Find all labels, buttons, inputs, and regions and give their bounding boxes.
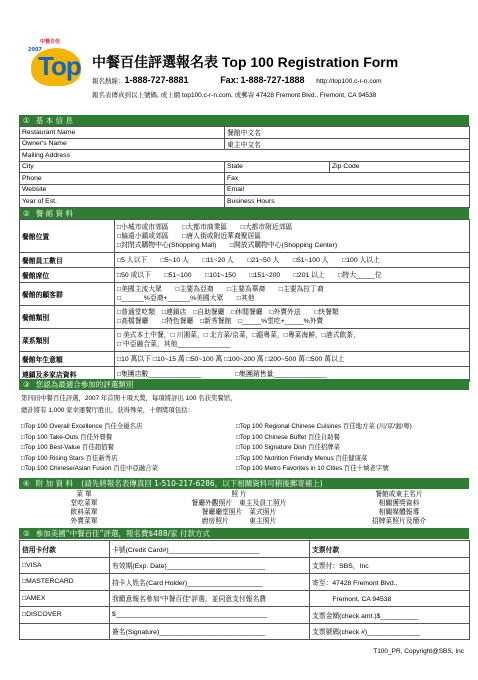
payment-row bbox=[20, 541, 470, 558]
check-detail[interactable]: 支票號碼(check #)______________ bbox=[310, 623, 470, 640]
mail-instructions: 報名表傳真到以上號碼, 或上網 top100.c-r-n.com, 或郵寄 47428 Fremont Blvd., Fremont, CA 94538 bbox=[92, 92, 377, 99]
field-label-right-4[interactable]: Fax bbox=[225, 173, 470, 185]
category-intro-2: 總計將有 1,000 家幸運餐厅胜出，获得殊荣，十個獎項包括： bbox=[21, 407, 194, 414]
restaurant-info-row bbox=[20, 306, 470, 329]
restaurant-info-row bbox=[20, 220, 470, 253]
restaurant-field-label: 餐館的顧客群 bbox=[20, 283, 115, 306]
basic-info-row bbox=[20, 127, 470, 139]
card-type-option[interactable]: □MASTERCARD bbox=[20, 574, 110, 591]
basic-info-row bbox=[20, 150, 470, 162]
check-detail: 寄至：47428 Fremont Blvd., bbox=[310, 574, 470, 591]
field-label-1[interactable]: Owner's Name bbox=[20, 138, 225, 150]
restaurant-field-options[interactable]: □美國主流大眾 □主要為亞裔 □主要為華裔 □主要為拉丁裔 □______%亞裔+______%美國大眾 □其他 bbox=[115, 283, 470, 306]
basic-info-table bbox=[19, 126, 470, 208]
restaurant-field-label: 連鎖及多家店資料 bbox=[20, 367, 115, 382]
payment-row bbox=[20, 607, 470, 624]
material-item: 外賣菜單 bbox=[70, 518, 98, 525]
payment-row bbox=[20, 623, 470, 640]
field-label-0[interactable]: Restaurant Name bbox=[20, 127, 225, 139]
section-3-number: ③ bbox=[23, 380, 30, 389]
category-option-left[interactable]: □Top 100 Best-Value 百佳超值餐 bbox=[21, 444, 114, 451]
field-label-right-0[interactable]: 餐館中文名 bbox=[225, 127, 470, 139]
category-intro-1: 第四屆中餐百佳評選，2007 年首開十項大獎，每項將評出 100 名获奖餐馆， bbox=[21, 395, 237, 402]
restaurant-info-row bbox=[20, 253, 470, 268]
basic-info-row bbox=[20, 173, 470, 185]
material-item: 招牌菜照片及簡介 bbox=[371, 518, 427, 525]
field-extra-3[interactable]: Zip Code bbox=[330, 161, 470, 173]
form-title: 中餐百佳評選報名表 Top 100 Registration Form bbox=[92, 54, 399, 70]
material-item: 飲料菜單 bbox=[70, 509, 98, 516]
restaurant-field-label: 餐館員工數目 bbox=[20, 253, 115, 268]
material-item: 餐館或東主名片 bbox=[375, 491, 423, 498]
category-option-right[interactable]: □Top 100 Metro Favorites in 10 Cities 百佳十城老字號 bbox=[236, 465, 389, 472]
category-option-left[interactable]: □Top 100 Take-Outs 百佳外賣餐 bbox=[21, 433, 113, 441]
card-detail-field[interactable]: 有效期(Exp. Date)__________________________ bbox=[110, 557, 310, 574]
restaurant-info-row bbox=[20, 283, 470, 306]
card-type-option[interactable]: □DISCOVER bbox=[20, 607, 110, 624]
section-5-title: 參加美國“中餐百佳”評選，報名費$488/家 付款方式 bbox=[35, 529, 211, 538]
restaurant-info-row bbox=[20, 329, 470, 352]
section-5-header bbox=[19, 528, 469, 539]
field-extra-2[interactable] bbox=[330, 150, 470, 162]
copyright-footer: T100_PR, Copyright@SBS, Inc bbox=[373, 648, 464, 655]
section-4-number: ④ bbox=[23, 479, 30, 488]
category-option-left[interactable]: □Top 100 Overall Excellence 百佳全優名店 bbox=[21, 423, 143, 430]
field-label-2[interactable]: Mailing Address bbox=[20, 150, 225, 162]
category-option-left[interactable]: □Top 100 Chinese/Asian Fusion 百佳中亞融合菜 bbox=[21, 465, 159, 472]
material-item: 廚房照片 東主照片 bbox=[201, 518, 277, 525]
logo-chinese-text: 中餐百佳 bbox=[40, 39, 61, 45]
phone-label: 報名熱線： bbox=[92, 78, 125, 85]
additional-materials-table bbox=[19, 490, 469, 526]
section-2-number: ② bbox=[23, 209, 30, 218]
category-option-right[interactable]: □Top 100 Regional Chinese Cuisines 百佳地方菜 (川/京/滬/粵) bbox=[236, 423, 412, 430]
field-label-right-6[interactable]: Business Hours bbox=[225, 196, 470, 208]
category-option-right[interactable]: □Top 100 Chinese Buffet 百佳自助餐 bbox=[236, 433, 340, 441]
restaurant-info-table bbox=[19, 219, 470, 382]
basic-info-row bbox=[20, 138, 470, 150]
restaurant-field-label: 餐館席位 bbox=[20, 268, 115, 283]
material-item: 相關媒體報導 bbox=[378, 509, 420, 516]
restaurant-field-options[interactable]: □集團店數______________ □集團銷售量______________ bbox=[115, 367, 470, 382]
field-label-right-2[interactable] bbox=[225, 150, 330, 162]
category-option-right[interactable]: □Top 100 Nutrition Friendly Menus 百佳健康菜 bbox=[236, 454, 368, 462]
restaurant-field-options[interactable]: □普通堂吃類 □連鎖店 □自助餐廳 □休閒餐廳 □外賣外送 □快餐類 □高檔餐廳 □特色餐廳 □新秀餐館 □_____%堂吃+_____%外賣 bbox=[115, 306, 470, 329]
restaurant-field-options[interactable]: □小城市或市郊區 □大都市商業區 □大都市附近郊區 □偏遠小鎮或郊區 □唐人街或附近華裔聚居區 □封閉式購物中心(Shopping Mall) □開放式購物中心(Shopping Center) bbox=[115, 220, 470, 253]
materials-row bbox=[19, 517, 469, 526]
section-4-header bbox=[19, 478, 469, 489]
section-2-header bbox=[19, 208, 469, 219]
field-label-right-3[interactable]: State bbox=[225, 161, 330, 173]
materials-row bbox=[19, 499, 469, 508]
restaurant-field-options[interactable]: □ 美式本土中餐，□ 川湘菜，□ 北方菜/京菜，□滬粵菜，□粵菜海鮮，□港式飲茶， □ 中亞融合菜，其他______________ bbox=[115, 329, 470, 352]
material-item: 相關獲獎資料 bbox=[378, 500, 420, 507]
section-5-number: ⑤ bbox=[23, 529, 30, 538]
field-label-right-5[interactable]: Email bbox=[225, 184, 470, 196]
fax-number: 1-888-727-1888 bbox=[240, 75, 305, 85]
credit-card-header: 信用卡付款 bbox=[20, 541, 110, 558]
section-4-title: 附 加 資 料 bbox=[35, 479, 73, 488]
card-detail-field[interactable]: 卡號(Credit Card#)________________________ bbox=[110, 541, 310, 558]
material-item: 堂吃菜單 bbox=[70, 500, 98, 507]
payment-row bbox=[20, 557, 470, 574]
restaurant-field-label: 餐館類別 bbox=[20, 306, 115, 329]
restaurant-field-options[interactable]: □50 或以下 □51~100 □101~150 □151~200 □201 以上 □特大_____位 bbox=[115, 268, 470, 283]
basic-info-row bbox=[20, 196, 470, 208]
restaurant-field-label: 菜系類別 bbox=[20, 329, 115, 352]
basic-info-row bbox=[20, 184, 470, 196]
check-detail: Fremont, CA 94538 bbox=[310, 590, 470, 607]
payment-row bbox=[20, 590, 470, 607]
category-option-left[interactable]: □Top 100 Rising Stars 百佳新秀店 bbox=[21, 454, 118, 462]
section-1-header bbox=[19, 115, 469, 126]
payment-row bbox=[20, 574, 470, 591]
material-item: 餐廳廳堂照片 菜式照片 bbox=[201, 509, 277, 516]
section-3-header bbox=[19, 379, 469, 390]
card-type-option[interactable] bbox=[20, 623, 110, 640]
field-label-right-1[interactable]: 東主中文名 bbox=[225, 138, 470, 150]
material-item: 菜 單 bbox=[76, 491, 92, 498]
section-4-note: (請先將報名表傳真回 1-510-217-6286，以下相關資料可稍後郵寄補上) bbox=[81, 479, 323, 488]
section-2-title: 餐 館 資 料 bbox=[35, 209, 73, 218]
logo-word: Top bbox=[38, 51, 81, 81]
field-label-3[interactable]: City bbox=[20, 161, 225, 173]
section-3-title: 您認為最適合參加的評選類別 bbox=[35, 380, 134, 389]
materials-row bbox=[19, 490, 469, 499]
card-type-option[interactable]: □VISA bbox=[20, 557, 110, 574]
restaurant-field-options[interactable]: □10 萬以下 □10~15 萬 □50~100 萬 □100~200 萬 □200~500 萬 □500 萬以上 bbox=[115, 352, 470, 367]
category-option-right[interactable]: □Top 100 Signature Dish 百佳招牌菜 bbox=[236, 444, 341, 451]
restaurant-info-row bbox=[20, 268, 470, 283]
restaurant-info-row bbox=[20, 352, 470, 367]
material-item: 餐廳外觀照片 東主及員工照片 bbox=[191, 500, 287, 507]
section-1-title: 基 本 信 息 bbox=[35, 116, 73, 125]
card-type-option[interactable]: □AMEX bbox=[20, 590, 110, 607]
website-link[interactable]: http://top100.c-r-n.com bbox=[316, 78, 382, 85]
field-label-6[interactable]: Year of Est. bbox=[20, 196, 225, 208]
card-detail-field[interactable]: 簽名(Signature)____________________________ bbox=[110, 623, 310, 640]
restaurant-field-label: 餐館位置 bbox=[20, 220, 115, 253]
material-item: 照 片 bbox=[231, 491, 247, 498]
check-detail[interactable]: 支票金額(check amt.)$__________ bbox=[310, 607, 470, 624]
contact-line bbox=[92, 75, 462, 85]
field-label-5[interactable]: Website bbox=[20, 184, 225, 196]
phone-number: 1-888-727-8881 bbox=[124, 75, 189, 85]
card-detail-field[interactable]: $________________________________________ bbox=[110, 607, 310, 624]
card-detail-field[interactable]: 我願意報名參加“中餐百佳”評選，並同意支付報名費 bbox=[110, 590, 310, 607]
check-detail: 支票付：SBS，Inc bbox=[310, 557, 470, 574]
restaurant-field-label: 餐館年生意額 bbox=[20, 352, 115, 367]
logo-year: 2007 bbox=[28, 47, 42, 53]
card-detail-field[interactable]: 持卡人姓名(Card Holder)____________________ bbox=[110, 574, 310, 591]
payment-table bbox=[19, 540, 470, 640]
fax-label: Fax: bbox=[220, 75, 239, 85]
field-label-4[interactable]: Phone bbox=[20, 173, 225, 185]
restaurant-field-options[interactable]: □5 人以下 □5~10 人 □11~20 人 □21~50 人 □51~100 人 □100 人以上 bbox=[115, 253, 470, 268]
top100-logo bbox=[26, 36, 82, 92]
materials-row bbox=[19, 508, 469, 517]
section-1-number: ① bbox=[23, 116, 30, 125]
check-payment-header: 支票付款 bbox=[310, 541, 470, 558]
basic-info-row bbox=[20, 161, 470, 173]
